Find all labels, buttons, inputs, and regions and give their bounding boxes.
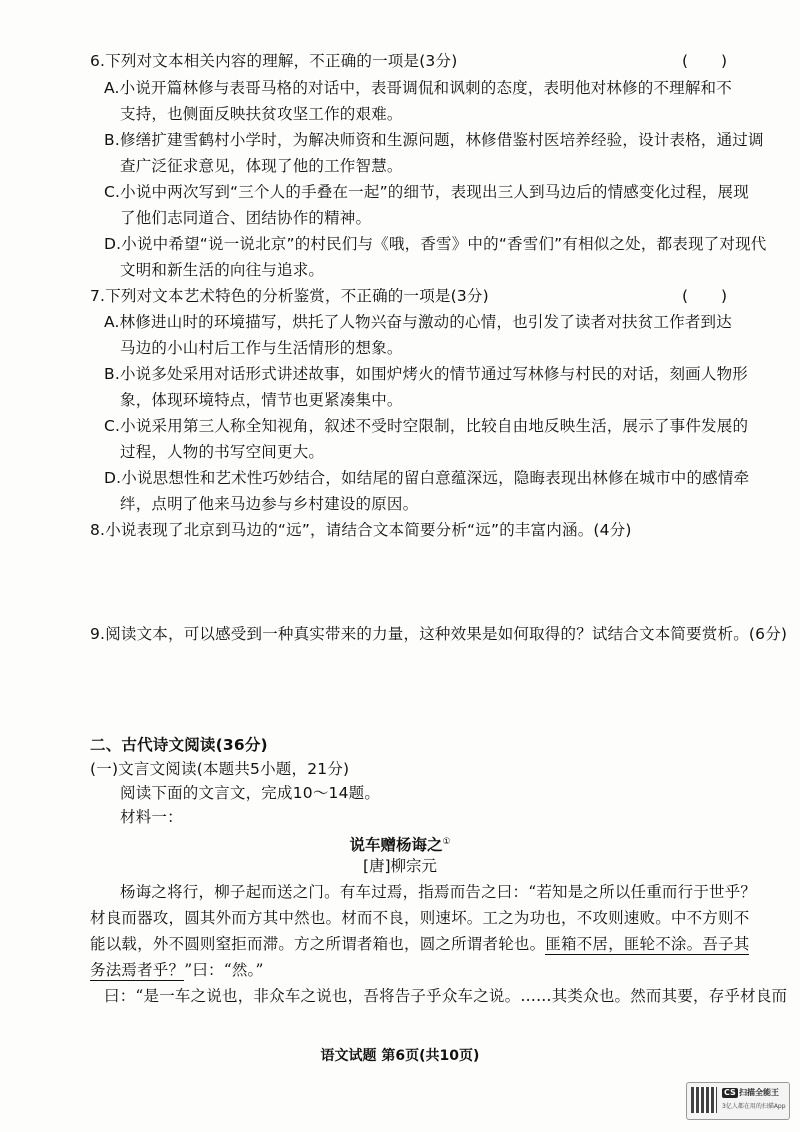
cs-logo-badge: CS <box>724 1088 736 1097</box>
scanner-tagline: 3亿人都在用的扫描App <box>722 1103 786 1110</box>
q6-option-d-line1: D.小说中希望“说一说北京”的村民们与《哦，香雪》中的“香雪们”有相似之处，都表现了对现代 <box>104 235 767 253</box>
q6-option-c-line1: C.小说中两次写到“三个人的手叠在一起”的细节，表现出三人到马边后的情感变化过程，展现 <box>104 183 749 201</box>
passage-line-2: 材良而器攻，圆其外而方其中然也。材而不良，则速坏。工之为功也，不攻则速败。中不方则不 <box>90 909 750 927</box>
material-label: 材料一： <box>120 808 183 826</box>
poem-title: 说车赠杨诲之① <box>349 836 451 855</box>
q7-option-d-line2: 绊，点明了他来马边参与乡村建设的原因。 <box>120 495 419 513</box>
q6-option-b-line2: 查广泛征求意见，体现了他的工作智慧。 <box>120 157 403 175</box>
q6-option-a-line2: 支持，也侧面反映扶贫攻坚工作的艰难。 <box>120 105 403 123</box>
page-footer: 语文试题 第6页(共10页) <box>320 1048 480 1064</box>
passage-line-4: 务法焉者乎？”曰：“然。” <box>90 961 264 979</box>
passage-line-3: 能以载，外不圆则窒拒而滞。方之所谓者箱也，圆之所谓者轮也。匪箱不居，匪轮不涂。吾子其 <box>90 935 750 953</box>
qr-code-icon <box>691 1087 717 1113</box>
q7-option-d-line1: D.小说思想性和艺术性巧妙结合，如结尾的留白意蕴深远，隐晦表现出林修在城市中的感情牵 <box>104 469 750 487</box>
scanner-stamp <box>686 1082 790 1120</box>
q6-option-a-line1: A.小说开篇林修与表哥马格的对话中，表哥调侃和讽刺的态度，表明他对林修的不理解和不 <box>104 79 732 97</box>
q7-option-c-line2: 过程，人物的书写空间更大。 <box>120 443 325 461</box>
footnote-mark: ① <box>442 837 451 847</box>
scanner-app-name: 扫描全能王 <box>739 1088 779 1097</box>
q7-option-a-line1: A.林修进山时的环境描写，烘托了人物兴奋与激动的心情，也引发了读者对扶贫工作者到达 <box>104 313 732 331</box>
section2-heading: 二、古代诗文阅读(36分) <box>90 736 268 754</box>
q7-option-b-line2: 象，体现环境特点，情节也更紧凑集中。 <box>120 391 403 409</box>
q7-option-a-line2: 马边的小山村后工作与生活情形的想象。 <box>120 339 403 357</box>
q6-option-b-line1: B.修缮扩建雪鹤村小学时，为解决师资和生源问题，林修借鉴村医培养经验，设计表格，通过调 <box>104 131 764 149</box>
passage-line-5: 曰：“是一车之说也，非众车之说也，吾将告子乎众车之说。……其类众也。然而其要，存乎材良而 <box>104 987 788 1005</box>
q6-option-d-line2: 文明和新生活的向往与追求。 <box>120 261 325 279</box>
q7-answer-box: ( ) <box>682 287 742 305</box>
section2-instruction: 阅读下面的文言文，完成10～14题。 <box>120 784 381 802</box>
q7-option-c-line1: C.小说采用第三人称全知视角，叙述不受时空限制，比较自由地反映生活，展示了事件发展的 <box>104 417 749 435</box>
section2-sub-heading: (一)文言文阅读(本题共5小题，21分) <box>90 760 350 778</box>
passage-line-1: 杨诲之将行，柳子起而送之门。有车过焉，指焉而告之曰：“若知是之所以任重而行于世乎？ <box>120 883 757 901</box>
poem-author: [唐]柳宗元 <box>362 857 438 875</box>
q6-answer-box: ( ) <box>682 52 742 70</box>
q6-stem: 6.下列对文本相关内容的理解，不正确的一项是(3分) <box>90 52 458 70</box>
underlined-sentence-part1: 匪箱不居，匪轮不涂。吾子其 <box>545 935 750 953</box>
q6-option-c-line2: 了他们志同道合、团结协作的精神。 <box>120 209 372 227</box>
underlined-sentence-part2: 务法焉者乎？ <box>90 961 185 979</box>
q9-stem: 9.阅读文本，可以感受到一种真实带来的力量，这种效果是如何取得的？试结合文本简要赏析。(6分) <box>90 625 788 643</box>
q7-option-b-line1: B.小说多处采用对话形式讲述故事，如围炉烤火的情节通过写林修与村民的对话，刻画人物形 <box>104 365 748 383</box>
q8-stem: 8.小说表现了北京到马边的“远”，请结合文本简要分析“远”的丰富内涵。(4分) <box>90 521 632 539</box>
q7-stem: 7.下列对文本艺术特色的分析鉴赏，不正确的一项是(3分) <box>90 287 489 305</box>
